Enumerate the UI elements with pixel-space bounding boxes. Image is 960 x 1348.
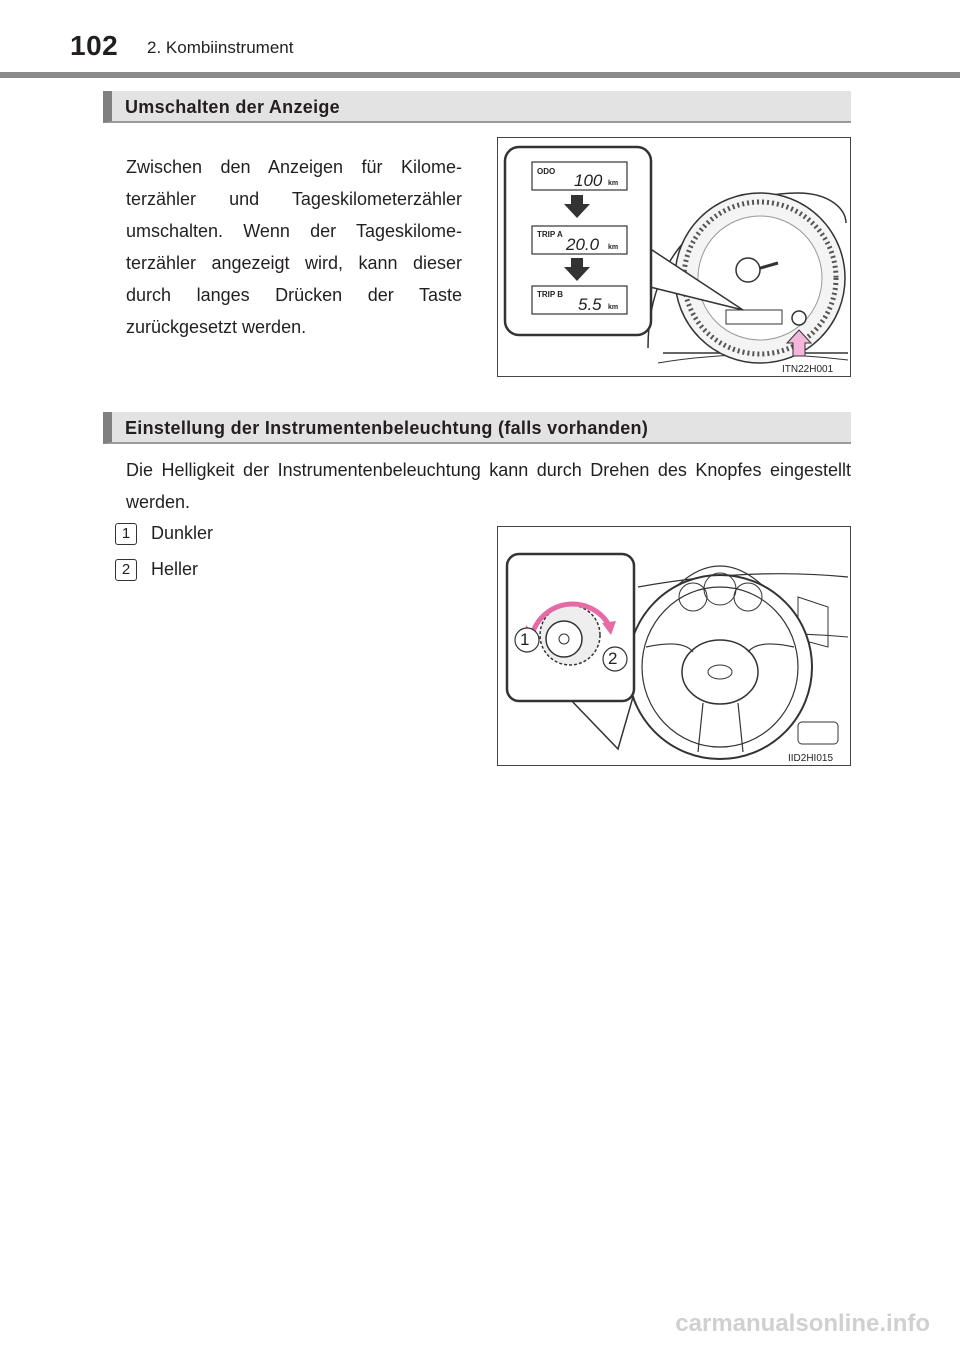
- step-label: Heller: [151, 559, 199, 579]
- trip-b-value: 5.5: [578, 295, 602, 314]
- figure-dimmer: [497, 526, 851, 766]
- section-title: Umschalten der Anzeige: [125, 97, 340, 117]
- step-item: [115, 557, 198, 581]
- trip-a-unit: km: [608, 244, 619, 251]
- step-number: 2: [115, 559, 137, 581]
- header-rule: [0, 72, 960, 78]
- step-item: [115, 521, 213, 545]
- figure-code: IID2HI015: [788, 753, 834, 764]
- section-heading-lighting: [103, 412, 851, 444]
- step-label: Dunkler: [151, 523, 214, 543]
- odo-value: 100: [574, 171, 603, 190]
- trip-a-label: TRIP A: [537, 230, 563, 239]
- trip-b-label: TRIP B: [537, 290, 564, 299]
- trip-b-unit: km: [608, 304, 619, 311]
- odo-label: ODO: [537, 167, 556, 176]
- figure-code: ITN22H001: [782, 364, 834, 375]
- odo-unit: km: [608, 180, 619, 187]
- figure-odometer: [497, 137, 851, 377]
- section-text-display: Zwischen den Anzeigen für Kilome-terzähler und Tageskilometerzähler umschalten. Wenn der Tageskilome-terzähler angezeigt wird, kann dieser durch langes Drücken der Taste zurückgesetzt werden.: [126, 157, 462, 337]
- callout-1: 1: [520, 630, 530, 649]
- watermark: carmanualsonline.info: [675, 1310, 930, 1337]
- step-number: 1: [115, 523, 137, 545]
- section-text-lighting: Die Helligkeit der Instrumentenbeleuchtung kann durch Drehen des Knopfes eingestellt werden.: [126, 460, 851, 512]
- page-number: 102: [70, 30, 119, 61]
- section-heading-display: [103, 91, 851, 123]
- callout-2: 2: [608, 649, 618, 668]
- section-title: Einstellung der Instrumentenbeleuchtung (falls vorhanden): [125, 418, 649, 438]
- trip-a-value: 20.0: [566, 235, 600, 254]
- chapter-title: 2. Kombiinstrument: [147, 38, 294, 57]
